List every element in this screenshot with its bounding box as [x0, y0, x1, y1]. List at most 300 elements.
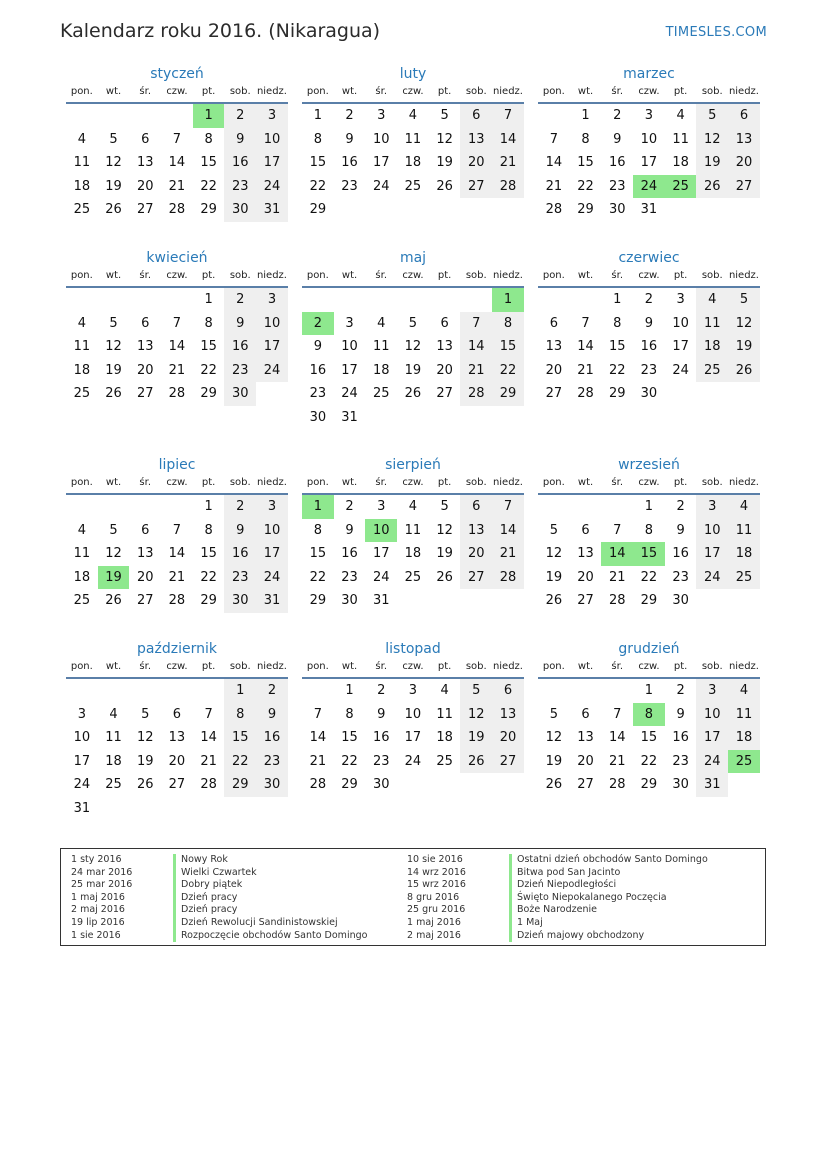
day-cell[interactable]: 7: [613, 706, 622, 722]
day-cell[interactable]: 24: [696, 750, 728, 774]
day-cell[interactable]: 14: [492, 519, 524, 543]
day-cell[interactable]: 1: [204, 292, 213, 307]
day-cell[interactable]: 27: [436, 386, 453, 401]
day-cell[interactable]: 22: [640, 753, 658, 769]
day-cell[interactable]: 12: [105, 339, 122, 354]
day-cell[interactable]: 8: [204, 131, 213, 147]
day-cell[interactable]: 3: [256, 104, 288, 128]
day-cell[interactable]: 10: [341, 339, 358, 354]
day-cell[interactable]: 10: [696, 519, 728, 543]
day-cell[interactable]: 13: [460, 128, 492, 152]
day-cell[interactable]: 29: [341, 777, 358, 792]
day-cell[interactable]: 17: [341, 362, 358, 378]
day-cell[interactable]: 12: [436, 522, 453, 538]
day-cell[interactable]: 6: [440, 315, 449, 331]
day-cell[interactable]: 20: [460, 151, 492, 175]
day-cell[interactable]: 5: [109, 131, 118, 147]
day-cell[interactable]: 17: [404, 730, 422, 745]
day-cell[interactable]: 12: [460, 703, 492, 727]
day-cell[interactable]: 8: [633, 703, 665, 727]
day-cell[interactable]: 4: [109, 706, 118, 722]
day-cell[interactable]: 28: [608, 777, 626, 792]
day-cell[interactable]: 22: [200, 362, 217, 378]
day-cell[interactable]: 23: [224, 566, 256, 590]
day-cell[interactable]: 10: [404, 706, 422, 722]
day-cell[interactable]: 7: [204, 706, 213, 722]
day-cell[interactable]: 24: [372, 569, 390, 585]
day-cell[interactable]: 18: [672, 155, 689, 170]
day-cell[interactable]: 17: [256, 335, 288, 359]
day-cell[interactable]: 3: [644, 108, 654, 123]
day-cell[interactable]: 19: [98, 566, 130, 590]
day-cell[interactable]: 5: [440, 108, 449, 123]
day-cell[interactable]: 2: [644, 292, 654, 307]
day-cell[interactable]: 7: [581, 315, 590, 331]
day-cell[interactable]: 18: [436, 730, 453, 745]
day-cell[interactable]: 23: [341, 178, 358, 194]
day-cell[interactable]: 24: [73, 777, 91, 792]
day-cell[interactable]: 18: [73, 178, 91, 194]
day-cell[interactable]: 15: [341, 730, 358, 745]
day-cell[interactable]: 9: [224, 519, 256, 543]
day-cell[interactable]: 27: [136, 593, 154, 608]
day-cell[interactable]: 14: [545, 155, 563, 170]
day-cell[interactable]: 23: [640, 362, 658, 378]
day-cell[interactable]: 8: [313, 131, 322, 147]
day-cell[interactable]: 6: [141, 131, 150, 147]
day-cell[interactable]: 6: [581, 522, 590, 538]
day-cell[interactable]: 18: [73, 362, 91, 378]
day-cell[interactable]: 4: [377, 315, 386, 331]
day-cell[interactable]: 5: [109, 522, 118, 538]
day-cell[interactable]: 30: [672, 777, 689, 792]
brand-logo[interactable]: TIMESLES.COM: [665, 25, 767, 40]
day-cell[interactable]: 13: [728, 128, 760, 152]
day-cell[interactable]: 1: [492, 288, 524, 312]
day-cell[interactable]: 11: [73, 339, 91, 354]
day-cell[interactable]: 9: [644, 315, 654, 331]
day-cell[interactable]: 19: [545, 569, 563, 585]
day-cell[interactable]: 16: [309, 362, 327, 378]
day-cell[interactable]: 23: [608, 178, 626, 194]
day-cell[interactable]: 23: [256, 750, 288, 774]
day-cell[interactable]: 30: [372, 777, 390, 792]
day-cell[interactable]: 15: [309, 155, 327, 170]
day-cell[interactable]: 13: [577, 730, 594, 745]
day-cell[interactable]: 19: [136, 753, 154, 769]
day-cell[interactable]: 20: [436, 362, 453, 378]
day-cell[interactable]: 27: [168, 777, 186, 792]
day-cell[interactable]: 25: [105, 777, 122, 792]
day-cell[interactable]: 22: [200, 178, 217, 194]
day-cell[interactable]: 6: [172, 706, 182, 722]
day-cell[interactable]: 16: [640, 339, 658, 354]
day-cell[interactable]: 30: [608, 202, 626, 217]
day-cell[interactable]: 22: [492, 359, 524, 383]
day-cell[interactable]: 17: [256, 542, 288, 566]
day-cell[interactable]: 30: [640, 386, 658, 401]
day-cell[interactable]: 30: [341, 593, 358, 608]
day-cell[interactable]: 8: [345, 706, 354, 722]
day-cell[interactable]: 28: [168, 202, 186, 217]
day-cell[interactable]: 3: [256, 288, 288, 312]
day-cell[interactable]: 10: [696, 703, 728, 727]
day-cell[interactable]: 7: [613, 522, 622, 538]
day-cell[interactable]: 28: [545, 202, 563, 217]
day-cell[interactable]: 7: [172, 131, 182, 147]
day-cell[interactable]: 22: [577, 178, 594, 194]
day-cell[interactable]: 29: [640, 777, 658, 792]
day-cell[interactable]: 4: [696, 288, 728, 312]
day-cell[interactable]: 29: [200, 386, 217, 401]
day-cell[interactable]: 17: [640, 155, 658, 170]
day-cell[interactable]: 8: [581, 131, 590, 147]
day-cell[interactable]: 13: [436, 339, 453, 354]
day-cell[interactable]: 23: [672, 569, 689, 585]
day-cell[interactable]: 24: [256, 359, 288, 383]
day-cell[interactable]: 4: [408, 499, 418, 514]
day-cell[interactable]: 21: [545, 178, 563, 194]
day-cell[interactable]: 1: [644, 683, 654, 698]
day-cell[interactable]: 22: [224, 750, 256, 774]
day-cell[interactable]: 28: [168, 386, 186, 401]
day-cell[interactable]: 21: [492, 151, 524, 175]
day-cell[interactable]: 26: [105, 202, 122, 217]
day-cell[interactable]: 5: [109, 315, 118, 331]
day-cell[interactable]: 7: [492, 495, 524, 519]
day-cell[interactable]: 7: [313, 706, 322, 722]
day-cell[interactable]: 5: [549, 522, 558, 538]
day-cell[interactable]: 26: [136, 777, 154, 792]
day-cell[interactable]: 26: [696, 175, 728, 199]
day-cell[interactable]: 25: [665, 175, 697, 199]
day-cell[interactable]: 21: [168, 569, 186, 585]
day-cell[interactable]: 25: [73, 202, 91, 217]
day-cell[interactable]: 21: [577, 362, 594, 378]
day-cell[interactable]: 2: [345, 108, 354, 123]
day-cell[interactable]: 26: [436, 569, 453, 585]
day-cell[interactable]: 2: [676, 499, 685, 514]
day-cell[interactable]: 28: [608, 593, 626, 608]
day-cell[interactable]: 21: [608, 753, 626, 769]
day-cell[interactable]: 1: [613, 292, 622, 307]
day-cell[interactable]: 12: [696, 128, 728, 152]
day-cell[interactable]: 30: [309, 409, 327, 425]
day-cell[interactable]: 14: [577, 339, 594, 354]
day-cell[interactable]: 12: [545, 730, 563, 745]
day-cell[interactable]: 19: [545, 753, 563, 769]
day-cell[interactable]: 3: [256, 495, 288, 519]
day-cell[interactable]: 20: [460, 542, 492, 566]
day-cell[interactable]: 23: [341, 569, 358, 585]
day-cell[interactable]: 27: [492, 750, 524, 774]
day-cell[interactable]: 16: [224, 542, 256, 566]
day-cell[interactable]: 19: [696, 151, 728, 175]
day-cell[interactable]: 16: [224, 335, 256, 359]
day-cell[interactable]: 11: [728, 519, 760, 543]
day-cell[interactable]: 15: [640, 730, 658, 745]
day-cell[interactable]: 1: [204, 499, 213, 514]
day-cell[interactable]: 5: [460, 679, 492, 703]
day-cell[interactable]: 14: [492, 128, 524, 152]
day-cell[interactable]: 4: [676, 108, 685, 123]
day-cell[interactable]: 18: [696, 335, 728, 359]
day-cell[interactable]: 24: [256, 566, 288, 590]
day-cell[interactable]: 24: [256, 175, 288, 199]
day-cell[interactable]: 3: [696, 495, 728, 519]
day-cell[interactable]: 3: [676, 292, 685, 307]
day-cell[interactable]: 31: [256, 589, 288, 613]
day-cell[interactable]: 9: [377, 706, 386, 722]
day-cell[interactable]: 23: [372, 753, 390, 769]
day-cell[interactable]: 11: [696, 312, 728, 336]
day-cell[interactable]: 13: [577, 546, 594, 561]
day-cell[interactable]: 27: [577, 777, 594, 792]
day-cell[interactable]: 1: [644, 499, 654, 514]
day-cell[interactable]: 3: [377, 499, 386, 514]
day-cell[interactable]: 1: [224, 679, 256, 703]
day-cell[interactable]: 19: [105, 362, 122, 378]
day-cell[interactable]: 25: [404, 569, 422, 585]
day-cell[interactable]: 9: [224, 128, 256, 152]
day-cell[interactable]: 16: [341, 155, 358, 170]
day-cell[interactable]: 23: [224, 359, 256, 383]
day-cell[interactable]: 2: [613, 108, 622, 123]
day-cell[interactable]: 20: [577, 753, 594, 769]
day-cell[interactable]: 2: [224, 104, 256, 128]
day-cell[interactable]: 16: [372, 730, 390, 745]
day-cell[interactable]: 20: [545, 362, 563, 378]
day-cell[interactable]: 10: [256, 312, 288, 336]
day-cell[interactable]: 14: [608, 730, 626, 745]
day-cell[interactable]: 20: [168, 753, 186, 769]
day-cell[interactable]: 2: [224, 288, 256, 312]
day-cell[interactable]: 17: [672, 339, 689, 354]
day-cell[interactable]: 26: [105, 593, 122, 608]
day-cell[interactable]: 16: [341, 546, 358, 561]
day-cell[interactable]: 5: [141, 706, 150, 722]
day-cell[interactable]: 25: [436, 753, 453, 769]
day-cell[interactable]: 29: [640, 593, 658, 608]
day-cell[interactable]: 30: [224, 198, 256, 222]
day-cell[interactable]: 5: [440, 499, 449, 514]
day-cell[interactable]: 12: [728, 312, 760, 336]
day-cell[interactable]: 19: [728, 335, 760, 359]
day-cell[interactable]: 8: [492, 312, 524, 336]
day-cell[interactable]: 27: [728, 175, 760, 199]
day-cell[interactable]: 18: [372, 362, 390, 378]
day-cell[interactable]: 11: [105, 730, 122, 745]
day-cell[interactable]: 15: [200, 339, 217, 354]
day-cell[interactable]: 29: [200, 202, 217, 217]
day-cell[interactable]: 24: [672, 362, 689, 378]
day-cell[interactable]: 20: [136, 178, 154, 194]
day-cell[interactable]: 30: [256, 773, 288, 797]
day-cell[interactable]: 4: [728, 495, 760, 519]
day-cell[interactable]: 7: [172, 315, 182, 331]
day-cell[interactable]: 3: [696, 679, 728, 703]
day-cell[interactable]: 11: [372, 339, 390, 354]
day-cell[interactable]: 19: [105, 178, 122, 194]
day-cell[interactable]: 2: [345, 499, 354, 514]
day-cell[interactable]: 16: [256, 726, 288, 750]
day-cell[interactable]: 1: [193, 104, 225, 128]
day-cell[interactable]: 24: [633, 175, 665, 199]
day-cell[interactable]: 8: [224, 703, 256, 727]
day-cell[interactable]: 4: [77, 522, 86, 538]
day-cell[interactable]: 5: [696, 104, 728, 128]
day-cell[interactable]: 22: [309, 569, 327, 585]
day-cell[interactable]: 29: [309, 202, 327, 217]
day-cell[interactable]: 26: [460, 750, 492, 774]
day-cell[interactable]: 15: [309, 546, 327, 561]
day-cell[interactable]: 9: [345, 522, 354, 538]
day-cell[interactable]: 15: [224, 726, 256, 750]
day-cell[interactable]: 28: [577, 386, 594, 401]
day-cell[interactable]: 16: [608, 155, 626, 170]
day-cell[interactable]: 19: [436, 546, 453, 561]
day-cell[interactable]: 13: [545, 339, 563, 354]
day-cell[interactable]: 31: [372, 593, 390, 608]
day-cell[interactable]: 27: [460, 175, 492, 199]
day-cell[interactable]: 29: [224, 773, 256, 797]
day-cell[interactable]: 14: [168, 546, 186, 561]
day-cell[interactable]: 10: [372, 131, 390, 147]
day-cell[interactable]: 21: [492, 542, 524, 566]
day-cell[interactable]: 29: [200, 593, 217, 608]
day-cell[interactable]: 20: [492, 726, 524, 750]
day-cell[interactable]: 31: [696, 773, 728, 797]
day-cell[interactable]: 17: [73, 753, 91, 769]
day-cell[interactable]: 29: [608, 386, 626, 401]
day-cell[interactable]: 13: [492, 703, 524, 727]
day-cell[interactable]: 12: [545, 546, 563, 561]
day-cell[interactable]: 11: [672, 131, 689, 147]
day-cell[interactable]: 11: [73, 155, 91, 170]
day-cell[interactable]: 18: [105, 753, 122, 769]
day-cell[interactable]: 16: [672, 730, 689, 745]
day-cell[interactable]: 8: [313, 522, 322, 538]
day-cell[interactable]: 10: [256, 128, 288, 152]
day-cell[interactable]: 6: [460, 104, 492, 128]
day-cell[interactable]: 26: [728, 359, 760, 383]
day-cell[interactable]: 4: [728, 679, 760, 703]
day-cell[interactable]: 23: [224, 175, 256, 199]
day-cell[interactable]: 17: [372, 155, 390, 170]
day-cell[interactable]: 9: [224, 312, 256, 336]
day-cell[interactable]: 28: [460, 382, 492, 406]
day-cell[interactable]: 22: [608, 362, 626, 378]
day-cell[interactable]: 4: [77, 315, 86, 331]
day-cell[interactable]: 26: [545, 777, 563, 792]
day-cell[interactable]: 25: [73, 593, 91, 608]
day-cell[interactable]: 21: [168, 178, 186, 194]
day-cell[interactable]: 11: [404, 131, 422, 147]
day-cell[interactable]: 6: [460, 495, 492, 519]
day-cell[interactable]: 29: [577, 202, 594, 217]
day-cell[interactable]: 14: [200, 730, 217, 745]
day-cell[interactable]: 25: [728, 750, 760, 774]
day-cell[interactable]: 9: [256, 703, 288, 727]
day-cell[interactable]: 16: [224, 151, 256, 175]
day-cell[interactable]: 1: [302, 495, 334, 519]
day-cell[interactable]: 8: [613, 315, 622, 331]
day-cell[interactable]: 15: [633, 542, 665, 566]
day-cell[interactable]: 7: [460, 312, 492, 336]
day-cell[interactable]: 13: [136, 546, 154, 561]
day-cell[interactable]: 2: [224, 495, 256, 519]
day-cell[interactable]: 11: [73, 546, 91, 561]
day-cell[interactable]: 18: [728, 542, 760, 566]
day-cell[interactable]: 9: [345, 131, 354, 147]
day-cell[interactable]: 19: [404, 362, 422, 378]
day-cell[interactable]: 6: [581, 706, 590, 722]
day-cell[interactable]: 21: [168, 362, 186, 378]
day-cell[interactable]: 11: [404, 522, 422, 538]
day-cell[interactable]: 10: [365, 519, 397, 543]
day-cell[interactable]: 7: [172, 522, 182, 538]
day-cell[interactable]: 31: [640, 202, 658, 217]
day-cell[interactable]: 14: [309, 730, 327, 745]
day-cell[interactable]: 20: [136, 569, 154, 585]
day-cell[interactable]: 12: [404, 339, 422, 354]
day-cell[interactable]: 18: [73, 569, 91, 585]
day-cell[interactable]: 18: [728, 726, 760, 750]
day-cell[interactable]: 6: [492, 679, 524, 703]
day-cell[interactable]: 13: [136, 155, 154, 170]
day-cell[interactable]: 28: [309, 777, 327, 792]
day-cell[interactable]: 31: [73, 800, 91, 816]
day-cell[interactable]: 22: [200, 569, 217, 585]
day-cell[interactable]: 27: [460, 566, 492, 590]
day-cell[interactable]: 19: [436, 155, 453, 170]
day-cell[interactable]: 21: [309, 753, 327, 769]
day-cell[interactable]: 3: [408, 683, 418, 698]
day-cell[interactable]: 22: [341, 753, 358, 769]
day-cell[interactable]: 21: [460, 359, 492, 383]
day-cell[interactable]: 12: [105, 155, 122, 170]
day-cell[interactable]: 28: [168, 593, 186, 608]
day-cell[interactable]: 24: [372, 178, 390, 194]
day-cell[interactable]: 8: [644, 522, 654, 538]
day-cell[interactable]: 15: [200, 546, 217, 561]
day-cell[interactable]: 13: [168, 730, 186, 745]
day-cell[interactable]: 13: [460, 519, 492, 543]
day-cell[interactable]: 20: [728, 151, 760, 175]
day-cell[interactable]: 5: [408, 315, 418, 331]
day-cell[interactable]: 9: [676, 522, 685, 538]
day-cell[interactable]: 20: [136, 362, 154, 378]
day-cell[interactable]: 25: [404, 178, 422, 194]
day-cell[interactable]: 30: [224, 589, 256, 613]
day-cell[interactable]: 26: [105, 386, 122, 401]
day-cell[interactable]: 3: [345, 315, 354, 331]
day-cell[interactable]: 10: [672, 315, 689, 331]
day-cell[interactable]: 18: [404, 546, 422, 561]
day-cell[interactable]: 14: [168, 155, 186, 170]
day-cell[interactable]: 15: [200, 155, 217, 170]
day-cell[interactable]: 2: [676, 683, 685, 698]
day-cell[interactable]: 1: [313, 108, 322, 123]
day-cell[interactable]: 3: [77, 706, 86, 722]
day-cell[interactable]: 25: [696, 359, 728, 383]
day-cell[interactable]: 14: [460, 335, 492, 359]
day-cell[interactable]: 31: [256, 198, 288, 222]
day-cell[interactable]: 7: [492, 104, 524, 128]
day-cell[interactable]: 5: [549, 706, 558, 722]
day-cell[interactable]: 14: [601, 542, 633, 566]
day-cell[interactable]: 12: [436, 131, 453, 147]
